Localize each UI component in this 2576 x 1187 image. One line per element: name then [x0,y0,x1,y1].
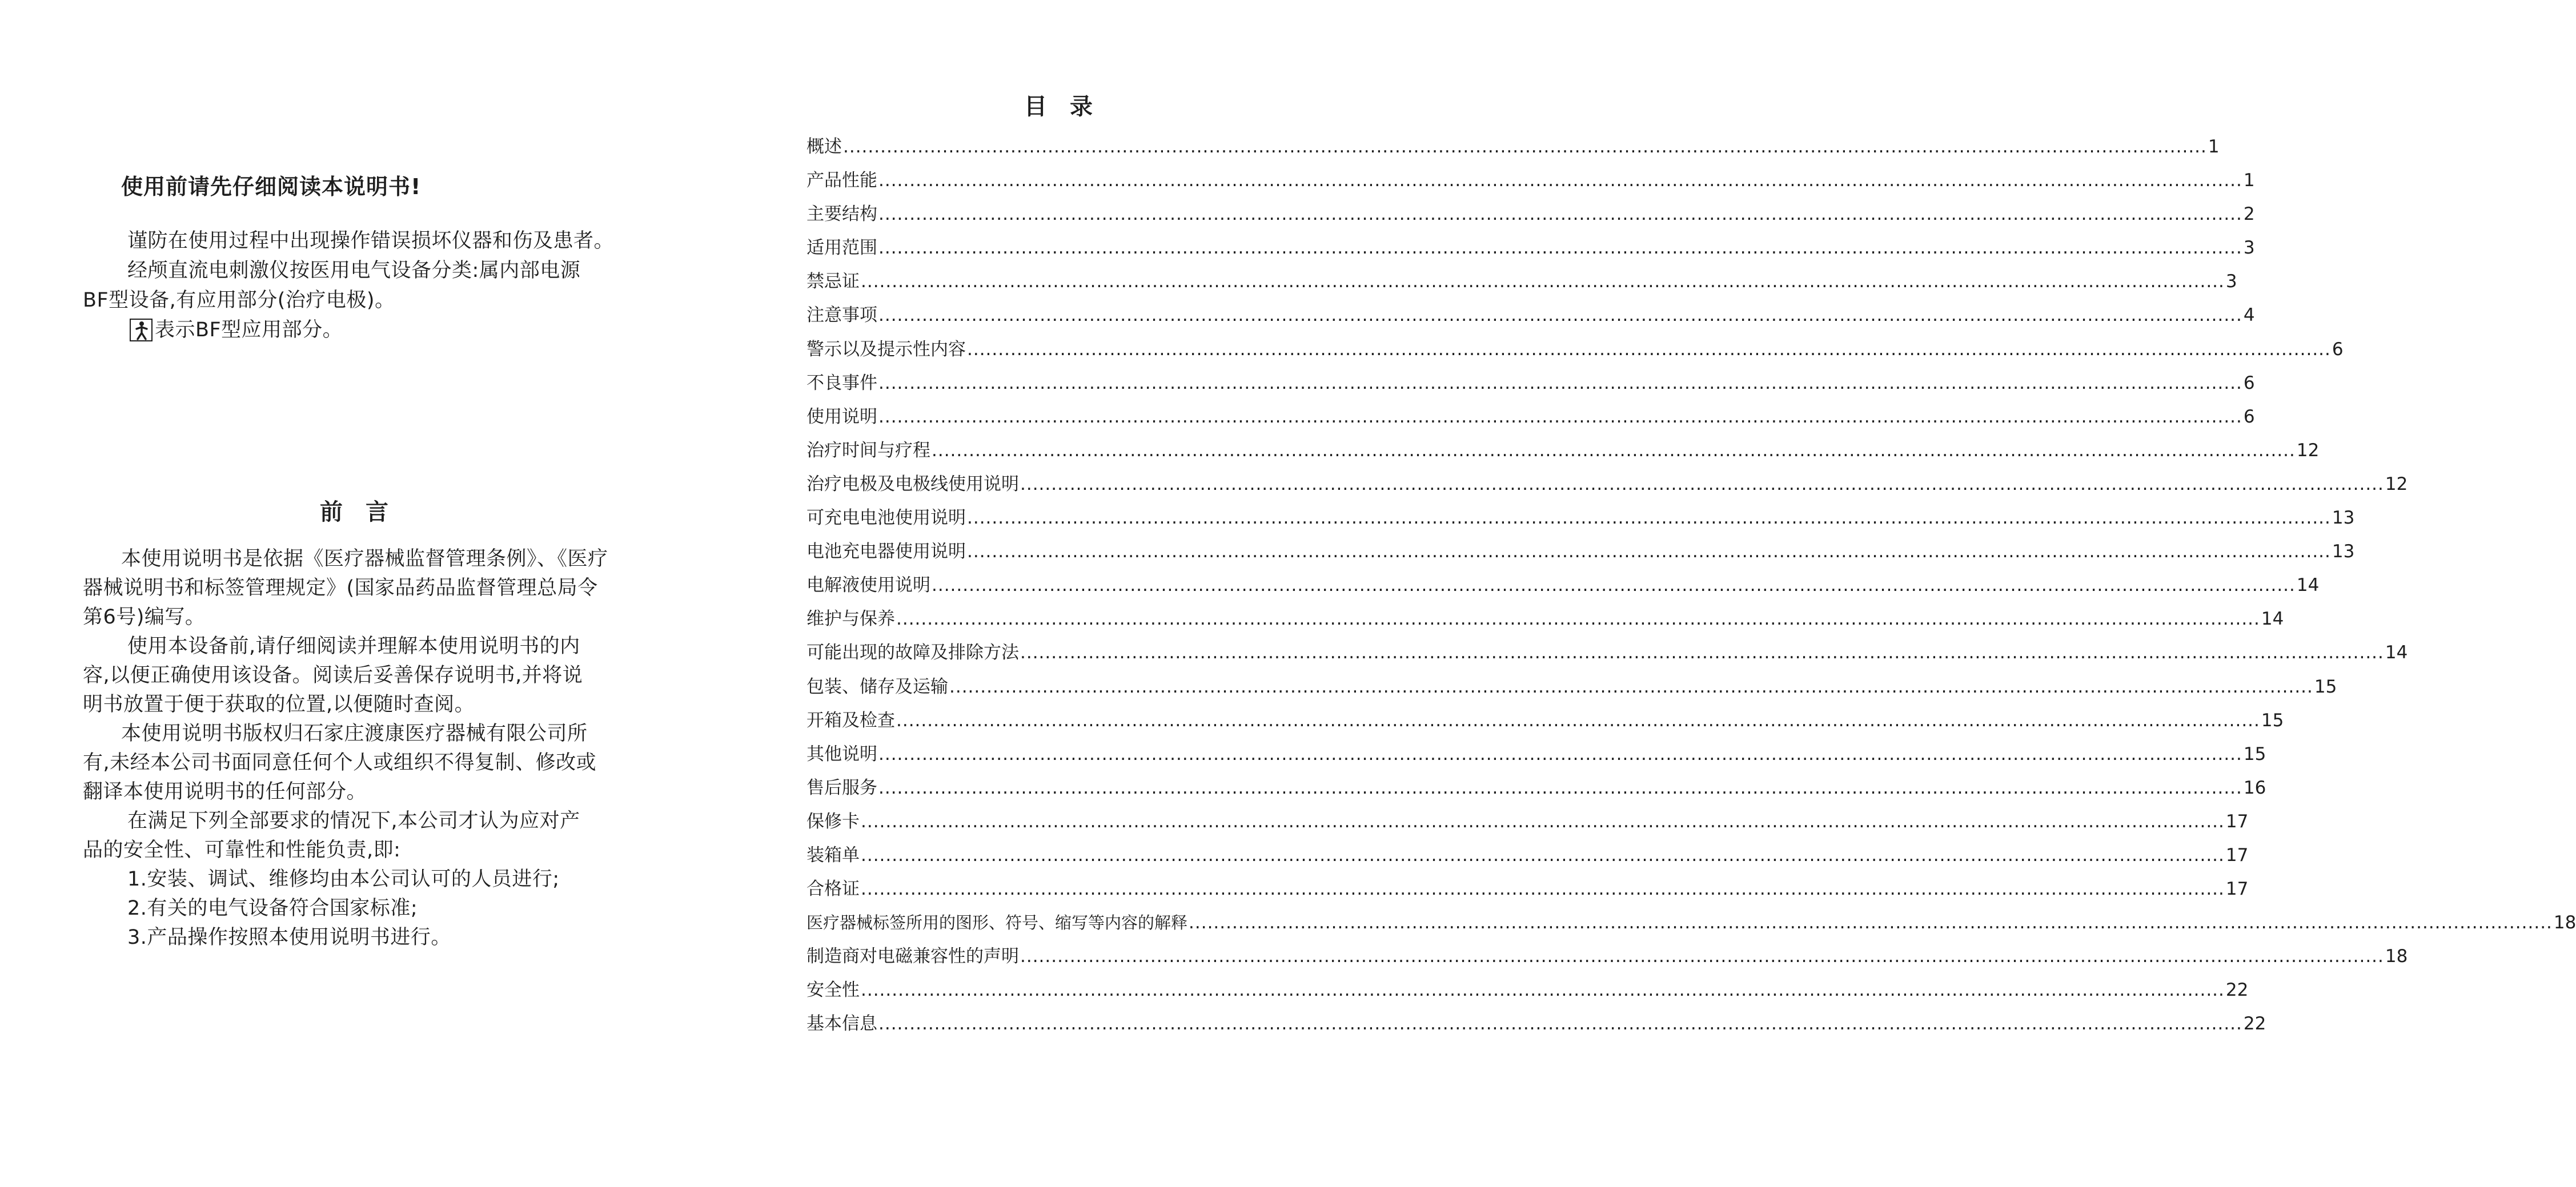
toc-entry-page: 6 [2332,339,2344,360]
toc-entry-page: 17 [2225,879,2249,900]
toc-entry [806,231,2255,265]
toc-entry-page: 4 [2243,305,2255,326]
toc-entry [806,670,2337,704]
toc-entry [806,400,2255,434]
toc-dot-leader: ............................................................................................................................................................................................................................ [878,305,2242,326]
toc-entry-page: 14 [2261,609,2284,630]
toc-dot-leader: ............................................................................................................................................................................................................................ [1189,912,2553,933]
warning-body [83,226,631,345]
requirement-item: 1.安装、调试、维修均由本公司认可的人员进行; [127,868,560,891]
toc-entry-label: 包装、储存及运输 [806,676,948,697]
bf-applied-part-icon [130,319,153,341]
toc-entry [806,906,2576,940]
preface-line: 容,以便正确使用该设备。阅读后妥善保存说明书,并将说 [83,664,583,687]
toc-entry-label: 概述 [806,136,842,157]
toc-entry-page: 17 [2225,844,2249,866]
toc-entry [806,501,2355,535]
toc-entry [806,636,2408,670]
preface-line: 本使用说明书是依据《医疗器械监督管理条例》、《医疗 [121,548,608,570]
toc-entry-label: 合格证 [806,879,860,900]
toc-entry [806,198,2255,231]
toc-entry-label: 注意事项 [806,305,877,326]
preface-line: 使用本设备前,请仔细阅读并理解本使用说明书的内 [127,635,580,658]
toc-dot-leader: ............................................................................................................................................................................................................................ [949,676,2313,697]
toc-entry-label: 不良事件 [806,372,877,393]
toc-entry-page: 22 [2243,1013,2266,1035]
toc-dot-leader: ............................................................................................................................................................................................................................ [1020,473,2384,494]
toc-entry-label: 电解液使用说明 [806,575,930,596]
left-page [0,0,695,1187]
toc-entry-page: 13 [2332,508,2355,529]
toc-dot-leader: ............................................................................................................................................................................................................................ [861,879,2225,900]
toc-entry-page: 12 [2296,440,2320,461]
toc-dot-leader: ............................................................................................................................................................................................................................ [878,238,2242,259]
warning-line: 经颅直流电刺激仪按医用电气设备分类:属内部电源 [127,259,581,282]
toc-entry-page: 3 [2225,271,2237,292]
table-of-contents [806,130,2576,1041]
toc-dot-leader: ............................................................................................................................................................................................................................ [1020,946,2384,967]
toc-entry-label: 安全性 [806,980,860,1001]
toc-entry-page: 6 [2243,406,2255,427]
toc-dot-leader: ............................................................................................................................................................................................................................ [878,372,2242,393]
toc-entry [806,940,2408,973]
preface-line: 本使用说明书版权归石家庄渡康医疗器械有限公司所 [121,722,588,745]
toc-dot-leader: ............................................................................................................................................................................................................................ [861,271,2225,292]
toc-entry-label: 使用说明 [806,406,877,427]
toc-entry-label: 医疗器械标签所用的图形、符号、缩写等内容的解释 [806,913,1188,933]
toc-entry [806,839,2249,872]
toc-dot-leader: ............................................................................................................................................................................................................................ [861,811,2225,832]
toc-dot-leader: ............................................................................................................................................................................................................................ [967,508,2331,529]
toc-entry [806,434,2320,468]
toc-entry-label: 可充电电池使用说明 [806,508,966,529]
toc-entry-page: 18 [2553,912,2576,933]
toc-entry-label: 可能出现的故障及排除方法 [806,642,1019,663]
toc-dot-leader: ............................................................................................................................................................................................................................ [861,844,2225,866]
toc-entry [806,973,2249,1007]
toc-entry-page: 22 [2225,980,2249,1001]
toc-dot-leader: ............................................................................................................................................................................................................................ [878,777,2242,798]
toc-dot-leader: ............................................................................................................................................................................................................................ [1020,642,2384,663]
toc-entry-page: 15 [2243,743,2266,764]
toc-entry [806,771,2266,805]
toc-entry-page: 1 [2243,170,2255,191]
toc-entry [806,468,2408,501]
toc-entry-label: 售后服务 [806,777,877,798]
requirement-item: 2.有关的电气设备符合国家标准; [127,897,418,920]
toc-dot-leader: ............................................................................................................................................................................................................................ [967,541,2331,562]
toc-entry-label: 适用范围 [806,238,877,259]
bf-symbol-text: 表示BF型应用部分。 [155,319,343,341]
toc-entry-label: 制造商对电磁兼容性的声明 [806,946,1019,967]
preface-line: 翻译本使用说明书的任何部分。 [83,780,367,803]
toc-entry-label: 装箱单 [806,844,860,866]
toc-entry-label: 警示以及提示性内容 [806,339,966,360]
toc-entry-label: 开箱及检查 [806,710,895,731]
preface-line: 器械说明书和标签管理规定》(国家品药品监督管理总局令 [83,577,598,599]
toc-entry-page: 2 [2243,204,2255,225]
toc-entry [806,602,2284,636]
toc-entry [806,299,2255,332]
preface-line: 在满足下列全部要求的情况下,本公司才认为应对产 [127,810,580,832]
toc-entry [806,130,2220,164]
toc-dot-leader: ............................................................................................................................................................................................................................ [932,440,2296,461]
preface-line: 明书放置于便于获取的位置,以便随时查阅。 [83,693,475,716]
preface-title: 前言 [320,499,411,525]
toc-entry-label: 产品性能 [806,170,877,191]
toc-entry [806,367,2255,400]
preface-line: 有,未经本公司书面同意任何个人或组织不得复制、修改或 [83,751,597,774]
warning-line: BF型设备,有应用部分(治疗电极)。 [83,289,395,312]
bf-symbol-line [83,315,631,345]
toc-entry-label: 禁忌证 [806,271,860,292]
toc-entry-page: 6 [2243,372,2255,393]
toc-dot-leader: ............................................................................................................................................................................................................................ [896,710,2260,731]
toc-entry [806,333,2344,367]
toc-entry-page: 14 [2385,642,2408,663]
toc-entry [806,1007,2266,1041]
toc-entry [806,535,2355,569]
toc-entry-page: 17 [2225,811,2249,832]
toc-dot-leader: ............................................................................................................................................................................................................................ [896,609,2260,630]
toc-entry-label: 维护与保养 [806,609,895,630]
warning-heading: 使用前请先仔细阅读本说明书! [121,174,422,199]
toc-entry-page: 12 [2385,473,2408,494]
toc-entry-page: 13 [2332,541,2355,562]
requirement-item: 3.产品操作按照本使用说明书进行。 [127,926,451,949]
toc-entry-label: 治疗时间与疗程 [806,440,930,461]
toc-entry-label: 治疗电极及电极线使用说明 [806,473,1019,494]
toc-dot-leader: ............................................................................................................................................................................................................................ [967,339,2331,360]
toc-entry [806,738,2266,771]
toc-dot-leader: ............................................................................................................................................................................................................................ [878,743,2242,764]
toc-entry-label: 电池充电器使用说明 [806,541,966,562]
preface-line: 品的安全性、可靠性和性能负责,即: [83,839,401,862]
toc-title: 目录 [1024,94,1116,120]
toc-entry-label: 基本信息 [806,1013,877,1035]
toc-entry [806,265,2237,299]
toc-dot-leader: ............................................................................................................................................................................................................................ [878,1013,2242,1035]
toc-entry [806,569,2320,602]
warning-line: 谨防在使用过程中出现操作错误损坏仪器和伤及患者。 [127,230,615,252]
right-page [695,0,2576,1187]
toc-dot-leader: ............................................................................................................................................................................................................................ [878,170,2242,191]
preface-line: 第6号)编写。 [83,606,206,629]
toc-entry-page: 14 [2296,575,2320,596]
toc-dot-leader: ............................................................................................................................................................................................................................ [861,980,2225,1001]
toc-dot-leader: ............................................................................................................................................................................................................................ [843,136,2207,157]
toc-entry-label: 主要结构 [806,204,877,225]
toc-entry-page: 3 [2243,238,2255,259]
toc-entry [806,872,2249,906]
toc-entry [806,805,2249,839]
toc-entry-page: 1 [2208,136,2220,157]
toc-entry [806,164,2255,198]
toc-entry-label: 其他说明 [806,743,877,764]
toc-entry-page: 15 [2261,710,2284,731]
toc-entry-page: 18 [2385,946,2408,967]
toc-entry-label: 保修卡 [806,811,860,832]
toc-entry-page: 15 [2314,676,2337,697]
toc-dot-leader: ............................................................................................................................................................................................................................ [878,204,2242,225]
toc-entry [806,704,2284,738]
toc-entry-page: 16 [2243,777,2266,798]
preface-body [83,545,631,952]
toc-dot-leader: ............................................................................................................................................................................................................................ [878,406,2242,427]
toc-dot-leader: ............................................................................................................................................................................................................................ [932,575,2296,596]
